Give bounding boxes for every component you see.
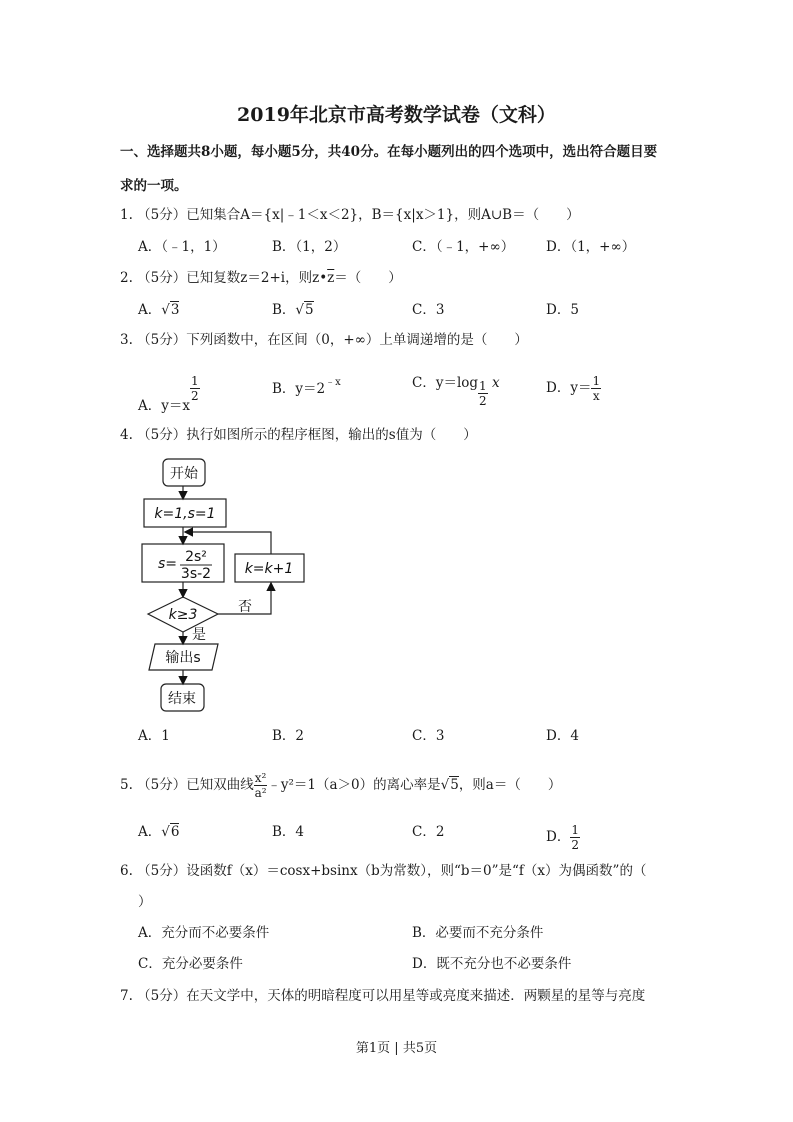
flow-end-label: 结束 bbox=[168, 691, 196, 707]
q1-option-d: D．（1，+∞） bbox=[546, 239, 636, 255]
question-7-stem: 7. （5分）在天文学中，天体的明暗程度可以用星等或亮度来描述．两颗星的星等与亮度 bbox=[120, 988, 646, 1004]
flow-yes-label: 是 bbox=[192, 627, 206, 643]
q6-option-b: B．必要而不充分条件 bbox=[412, 925, 544, 941]
flow-increment-label: k=k+1 bbox=[244, 561, 294, 577]
q2-stem-end: ＝（ ） bbox=[334, 270, 402, 286]
q6-option-d: D．既不充分也不必要条件 bbox=[412, 956, 572, 972]
q2-option-d: D．5 bbox=[546, 302, 579, 318]
section-heading: 一、选择题共8小题，每小题5分，共40分。在每小题列出的四个选项中，选出符合题目要 bbox=[120, 144, 658, 160]
base-num: 1 bbox=[479, 379, 487, 393]
q5-option-b: B．4 bbox=[272, 824, 305, 840]
exponent: ﹣x bbox=[325, 377, 341, 388]
q5-option-a bbox=[138, 823, 179, 841]
section-heading-cont: 求的一项。 bbox=[120, 178, 188, 194]
flow-condition-label: k≥3 bbox=[168, 607, 198, 623]
opt-label: A．y＝x bbox=[138, 398, 190, 414]
frac-num: 1 bbox=[571, 823, 579, 837]
page-footer: 第1页 | 共5页 bbox=[355, 1041, 438, 1056]
frac-den: x bbox=[592, 389, 600, 403]
frac-den: 2 bbox=[571, 838, 579, 852]
q6-option-a: A．充分而不必要条件 bbox=[138, 925, 270, 941]
opt-label: A． bbox=[138, 302, 162, 318]
q5-option-d bbox=[546, 823, 580, 852]
opt-label: B． bbox=[272, 302, 296, 318]
radicand: 6 bbox=[170, 824, 180, 840]
opt-label: B．y＝2 bbox=[272, 381, 326, 397]
q4-option-c: C．3 bbox=[412, 728, 445, 744]
question-5-stem bbox=[120, 771, 561, 800]
q2-option-c: C．3 bbox=[412, 302, 445, 318]
exp-num: 1 bbox=[191, 374, 199, 388]
sqrt-icon: √ bbox=[161, 824, 170, 840]
question-6-stem-cont: ） bbox=[138, 894, 152, 910]
q4-option-a: A．1 bbox=[138, 728, 170, 744]
flow-assign-label: s= bbox=[158, 556, 178, 572]
opt-label: D． bbox=[546, 829, 571, 845]
q5-stem-end: ，则a＝（ ） bbox=[458, 777, 562, 793]
question-3-stem: 3. （5分）下列函数中，在区间（0，+∞）上单调递增的是（ ） bbox=[120, 332, 528, 348]
sqrt-icon: √ bbox=[440, 777, 450, 793]
q5-stem-mid: ﹣y²＝1（a＞0）的离心率是 bbox=[267, 777, 441, 793]
conjugate-z: $\overline{z}$ bbox=[327, 270, 335, 286]
frac-den: a² bbox=[254, 786, 267, 800]
base-den: 2 bbox=[479, 394, 487, 408]
radicand: 5 bbox=[305, 302, 314, 318]
q1-option-b: B．（1，2） bbox=[272, 239, 347, 255]
opt-label: A． bbox=[138, 824, 162, 840]
question-4-stem: 4. （5分）执行如图所示的程序框图，输出的s值为（ ） bbox=[120, 427, 477, 443]
frac-num: x² bbox=[254, 771, 267, 785]
q5-option-c: C．2 bbox=[412, 824, 445, 840]
log-arg: x bbox=[491, 375, 500, 391]
q5-stem-text: 5. （5分）已知双曲线 bbox=[120, 777, 254, 793]
exp-den: 2 bbox=[191, 389, 199, 403]
sqrt-icon: √ bbox=[295, 302, 305, 318]
q4-option-b: B．2 bbox=[272, 728, 305, 744]
flow-no-label: 否 bbox=[238, 599, 252, 615]
q1-option-a: A．（﹣1，1） bbox=[138, 239, 226, 255]
opt-label: C．y＝log bbox=[412, 375, 479, 391]
q1-option-c: C．（﹣1，+∞） bbox=[412, 239, 515, 255]
flow-start-label: 开始 bbox=[170, 466, 198, 482]
q4-option-d: D．4 bbox=[546, 728, 579, 744]
sqrt-icon: √ bbox=[161, 302, 170, 318]
radicand: 3 bbox=[170, 302, 180, 318]
question-6-stem: 6. （5分）设函数f（x）＝cosx+bsinx（b为常数），则“b＝0”是“f（x）为偶函数”的（ bbox=[120, 863, 647, 879]
flow-assign-num: 2s² bbox=[185, 549, 207, 565]
question-1-stem: 1. （5分）已知集合A＝{x|﹣1＜x＜2}，B＝{x|x＞1}，则A∪B＝（ ） bbox=[120, 207, 580, 223]
opt-label: D．y＝ bbox=[546, 380, 592, 396]
flow-output-label: 输出s bbox=[165, 650, 201, 666]
radicand: 5 bbox=[450, 777, 459, 793]
q2-stem-text: 2. （5分）已知复数z＝2+i，则z• bbox=[120, 270, 328, 286]
q6-option-c: C．充分必要条件 bbox=[138, 956, 243, 972]
frac-num: 1 bbox=[592, 374, 601, 388]
flow-assign-den: 3s-2 bbox=[180, 566, 212, 582]
page-title: 2019年北京市高考数学试卷（文科） bbox=[237, 104, 556, 126]
flow-init-label: k=1,s=1 bbox=[154, 506, 216, 522]
